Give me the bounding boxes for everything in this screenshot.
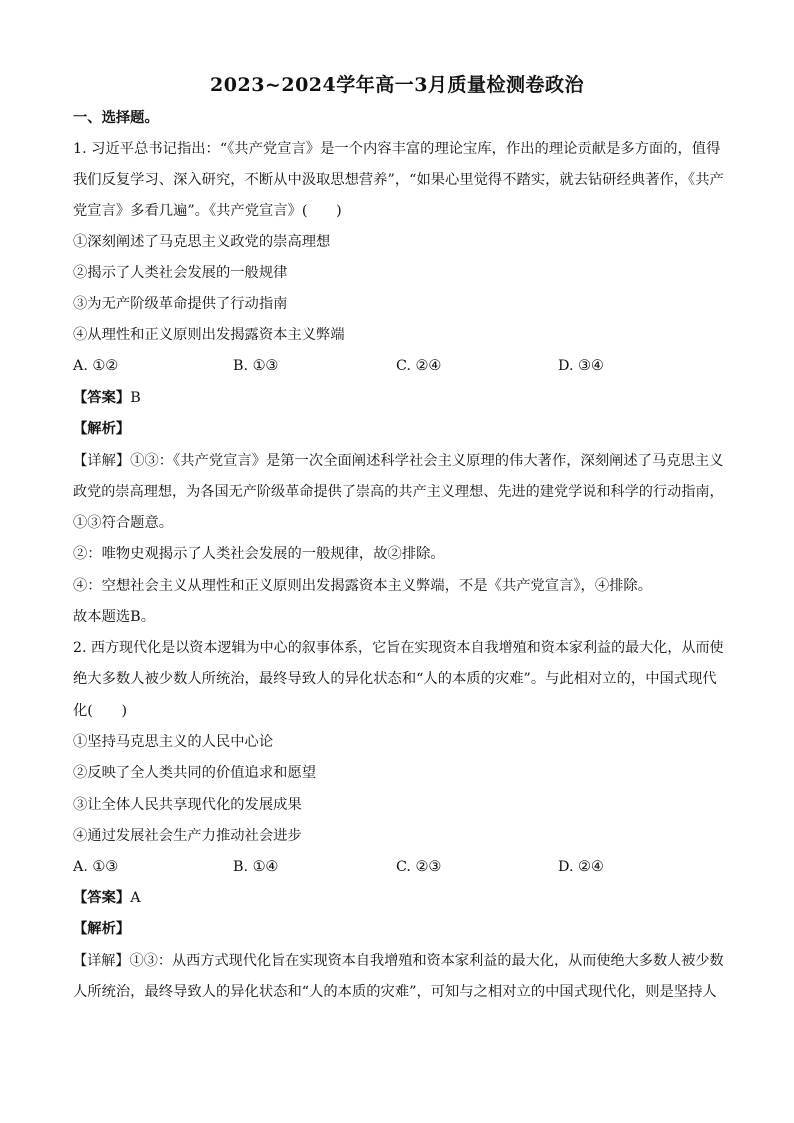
- q1-option-b: B. ①③: [233, 358, 279, 374]
- q1-answer: [73, 388, 141, 408]
- q1-option-d: D. ③④: [558, 358, 604, 374]
- q2-answer: [73, 888, 141, 908]
- q1-detail-line-5: ④：空想社会主义从理性和正义原则出发揭露资本主义弊端，不是《共产党宣言》，④排除。: [73, 578, 653, 594]
- q2-stem-line-1: 2. 西方现代化是以资本逻辑为中心的叙事体系，它旨在实现资本自我增殖和资本家利益的最大化，从而使: [73, 640, 724, 656]
- q1-detail-line-1: 【详解】①③：《共产党宣言》是第一次全面阐述科学社会主义原理的伟大著作，深刻阐述了马克思主义: [73, 453, 724, 469]
- q1-option-c: C. ②④: [396, 358, 442, 374]
- q1-stem-line-3: 党宣言》多看几遍”。《共产党宣言》( ): [73, 203, 342, 219]
- q1-answer-value: B: [130, 390, 141, 406]
- q1-detail-line-4: ②：唯物史观揭示了人类社会发展的一般规律，故②排除。: [73, 546, 445, 562]
- q1-item-1: ①深刻阐述了马克思主义政党的崇高理想: [73, 234, 331, 250]
- q2-option-d: D. ②④: [558, 859, 604, 875]
- q2-detail-line-1: 【详解】①③：从西方式现代化旨在实现资本自我增殖和资本家利益的最大化，从而使绝大多数人被少数: [73, 953, 724, 969]
- q1-option-a: A. ①②: [73, 358, 119, 374]
- q2-item-1: ①坚持马克思主义的人民中心论: [73, 734, 274, 750]
- q2-stem-line-3: 化( ): [73, 703, 128, 719]
- q1-stem-line-1: 1. 习近平总书记指出：“《共产党宣言》是一个内容丰富的理论宝库，作出的理论贡献是多方面的，值得: [73, 141, 721, 157]
- q2-answer-value: A: [130, 890, 141, 906]
- q1-stem-line-2: 我们反复学习、深入研究，不断从中汲取思想营养”，“如果心里觉得不踏实，就去钻研经典著作，《共产: [73, 172, 724, 188]
- q2-item-2: ②反映了全人类共同的价值追求和愿望: [73, 765, 317, 781]
- q2-option-b: B. ①④: [233, 859, 279, 875]
- q2-analysis-label: 【解析】: [73, 921, 131, 937]
- q1-detail-line-3: ①③符合题意。: [73, 515, 174, 531]
- page-title: 2023~2024学年高一3月质量检测卷政治: [210, 74, 584, 96]
- section-heading: 一、选择题。: [73, 110, 159, 126]
- q1-item-3: ③为无产阶级革命提供了行动指南: [73, 296, 288, 312]
- q1-analysis-label: 【解析】: [73, 421, 131, 437]
- q1-item-4: ④从理性和正义原则出发揭露资本主义弊端: [73, 327, 345, 343]
- q2-stem-line-2: 绝大多数人被少数人所统治，最终导致人的异化状态和“人的本质的灾难”。与此相对立的，中国式现代: [73, 671, 717, 687]
- q1-detail-line-2: 政党的崇高理想，为各国无产阶级革命提供了崇高的共产主义理想、先进的建党学说和科学的行动指南，: [73, 484, 724, 500]
- q2-detail-line-2: 人所统治，最终导致人的异化状态和“人的本质的灾难”，可知与之相对立的中国式现代化，则是坚持人: [73, 984, 717, 1000]
- q1-answer-label: 【答案】: [73, 390, 131, 406]
- q1-item-2: ②揭示了人类社会发展的一般规律: [73, 265, 288, 281]
- q2-item-4: ④通过发展社会生产力推动社会进步: [73, 828, 302, 844]
- q2-answer-label: 【答案】: [73, 890, 131, 906]
- q1-detail-line-6: 故本题选B。: [73, 609, 155, 625]
- q2-item-3: ③让全体人民共享现代化的发展成果: [73, 797, 302, 813]
- q2-option-a: A. ①③: [73, 859, 119, 875]
- q2-option-c: C. ②③: [396, 859, 442, 875]
